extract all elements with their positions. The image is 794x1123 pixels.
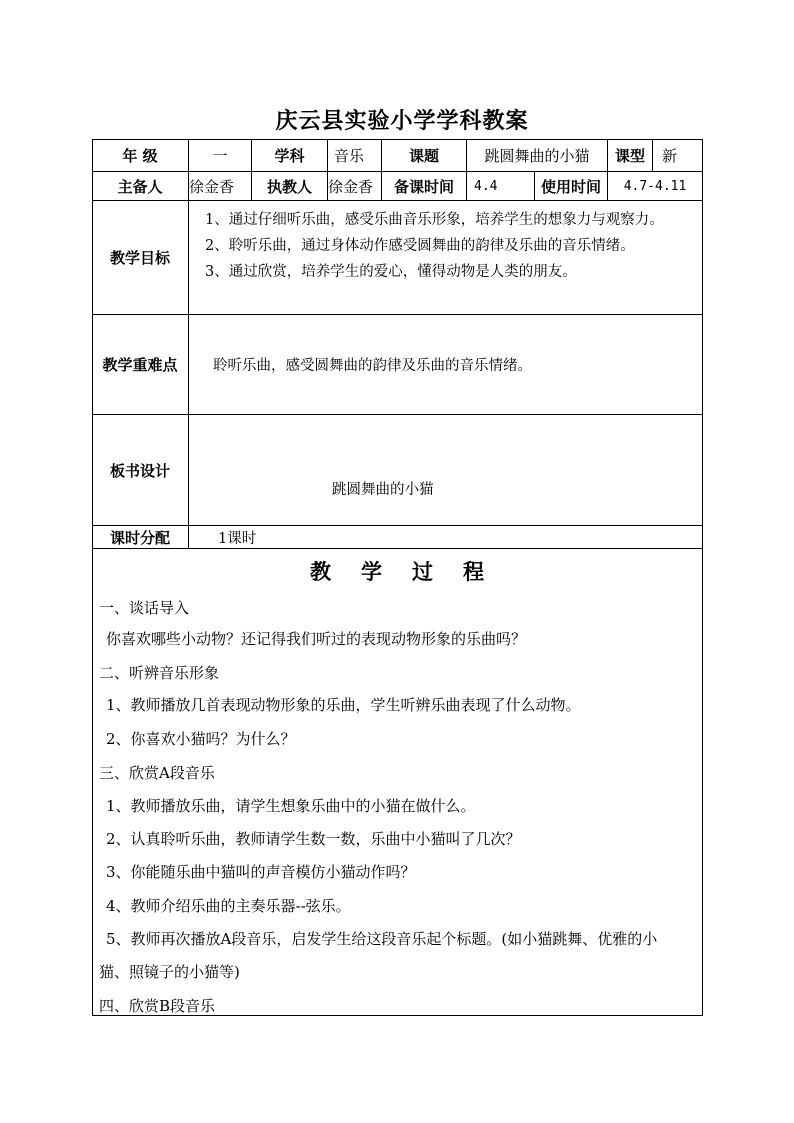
board-design-text: 跳圆舞曲的小猫 (332, 481, 434, 498)
key-points-text: 聆听乐曲，感受圆舞曲的韵律及乐曲的音乐情绪。 (213, 358, 532, 374)
process-line: 2、你喜欢小猫吗？为什么？ (106, 730, 296, 748)
objectives-label: 教学目标 (109, 249, 170, 267)
teacher-label: 执教人 (266, 177, 312, 196)
objective-item-2: 2、聆听乐曲，通过身体动作感受圆舞曲的韵律及乐曲的音乐情绪。 (205, 238, 635, 254)
col-divider (188, 139, 189, 548)
key-points-label: 教学重难点 (102, 356, 178, 374)
use-time-value: 4.7-4.11 (623, 178, 687, 194)
topic-value: 跳圆舞曲的小猫 (484, 147, 590, 165)
grade-value: 一 (212, 147, 228, 165)
lesson-type-value: 新 (662, 147, 678, 165)
process-line: 四、欣赏B段音乐 (99, 997, 216, 1015)
col-divider (652, 139, 653, 172)
process-line: 2、认真聆听乐曲，教师请学生数一数，乐曲中小猫叫了几次？ (106, 830, 521, 848)
lesson-type-label: 课型 (614, 147, 645, 165)
process-line: 一、谈话导入 (99, 599, 190, 617)
process-line: 4、教师介绍乐曲的主奏乐器--弦乐。 (106, 897, 351, 915)
process-line: 三、欣赏A段音乐 (99, 764, 215, 782)
objective-item-3: 3、通过欣赏，培养学生的爱心，懂得动物是人类的朋友。 (205, 264, 577, 280)
process-line: 二、听辨音乐形象 (99, 664, 220, 682)
preparer-label: 主备人 (117, 177, 163, 196)
process-line: 1、教师播放乐曲，请学生想象乐曲中的小猫在做什么。 (106, 797, 476, 815)
row-divider (92, 548, 703, 549)
prep-time-label: 备课时间 (393, 177, 454, 196)
prep-time-value: 4.4 (474, 178, 498, 194)
hours-label: 课时分配 (109, 528, 170, 547)
process-line: 5、教师再次播放A段音乐，启发学生给这段音乐起个标题。(如小猫跳舞、优雅的小 (106, 930, 658, 948)
table-border-right (702, 139, 703, 1016)
hours-value: 1课时 (218, 530, 257, 547)
board-design-label: 板书设计 (109, 461, 170, 480)
objective-item-1: 1、通过仔细听乐曲，感受乐曲音乐形象，培养学生的想象力与观察力。 (205, 212, 664, 228)
preparer-value: 徐金香 (189, 177, 235, 196)
document-title: 庆云县实验小学学科教案 (275, 108, 529, 134)
process-line: 你喜欢哪些小动物？还记得我们听过的表现动物形象的乐曲吗？ (106, 630, 527, 648)
grade-label: 年 级 (122, 147, 158, 165)
process-line: 3、你能随乐曲中猫叫的声音模仿小猫动作吗？ (106, 863, 416, 881)
process-line: 猫、照镜子的小猫等) (99, 963, 240, 981)
use-time-label: 使用时间 (540, 177, 601, 196)
topic-label: 课题 (408, 147, 439, 165)
subject-label: 学科 (274, 147, 305, 165)
process-heading: 教学过程 (310, 559, 514, 584)
teacher-value: 徐金香 (328, 177, 374, 196)
process-line: 1、教师播放几首表现动物形象的乐曲，学生听辨乐曲表现了什么动物。 (106, 696, 581, 714)
subject-value: 音乐 (334, 147, 365, 165)
